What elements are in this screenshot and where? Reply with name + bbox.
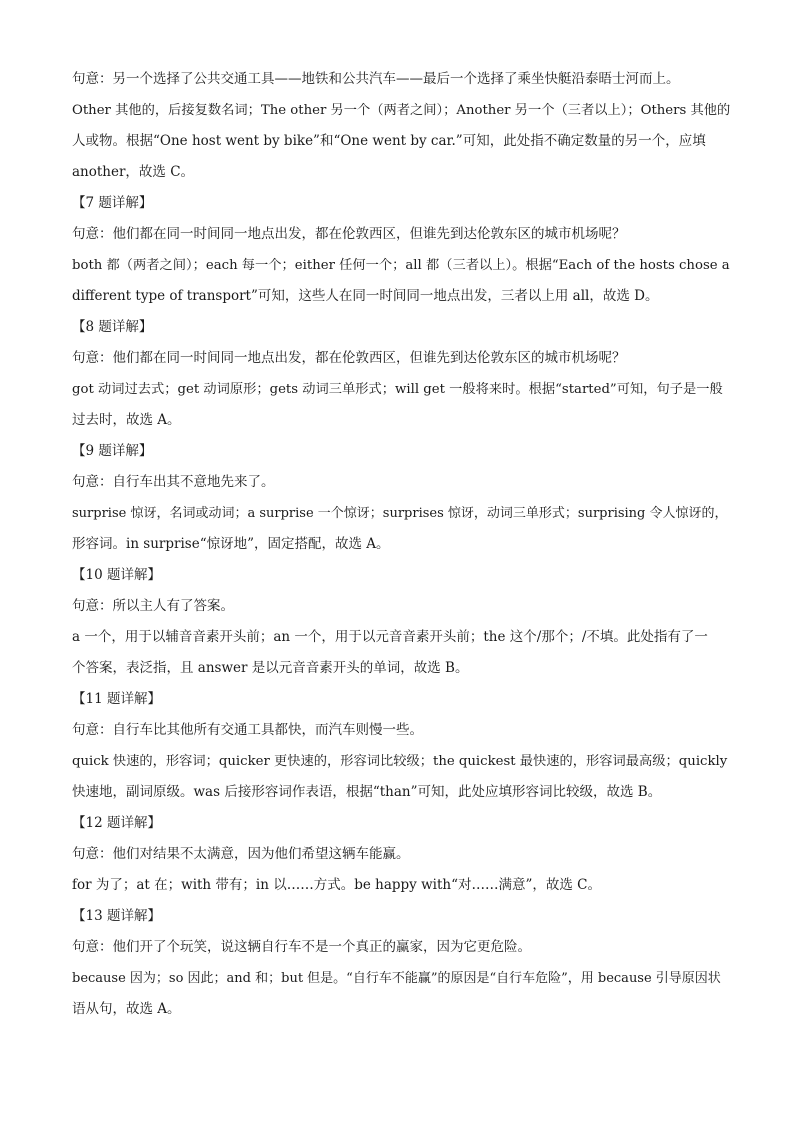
explanation-line: different type of transport”可知，这些人在同一时间同一地点出发，三者以上用 all，故选 D。 <box>72 288 659 304</box>
explanation-line: 语从句，故选 A。 <box>72 1001 181 1017</box>
document-body <box>72 64 732 1025</box>
sentence-meaning: 句意：所以主人有了答案。 <box>72 598 234 614</box>
section-heading: 【11 题详解】 <box>72 691 161 707</box>
explanation-line: 过去时，故选 A。 <box>72 412 181 428</box>
sentence-meaning: 句意：自行车出其不意地先来了。 <box>72 474 275 490</box>
explanation-line: for 为了；at 在；with 带有；in 以……方式。be happy with“对……满意”，故选 C。 <box>72 877 602 893</box>
explanation-line: 个答案，表泛指，且 answer 是以元音音素开头的单词，故选 B。 <box>72 660 469 676</box>
explanation-line: both 都（两者之间）；each 每一个；either 任何一个；all 都（三者以上）。根据“Each of the hosts chose a <box>72 258 730 273</box>
sentence-meaning: 句意：他们都在同一时间同一地点出发，都在伦敦西区，但谁先到达伦敦东区的城市机场呢？ <box>72 350 626 366</box>
section-heading: 【7 题详解】 <box>72 195 153 211</box>
sentence-meaning: 句意：自行车比其他所有交通工具都快，而汽车则慢一些。 <box>72 722 423 738</box>
section-heading: 【10 题详解】 <box>72 567 161 583</box>
explanation-line: 人或物。根据“One host went by bike”和“One went by car.”可知，此处指不确定数量的另一个，应填 <box>72 133 706 149</box>
sentence-meaning: 句意：另一个选择了公共交通工具——地铁和公共汽车——最后一个选择了乘坐快艇沿泰晤士河而上。 <box>72 71 680 87</box>
answer-section <box>72 808 732 901</box>
sentence-meaning: 句意：他们开了个玩笑，说这辆自行车不是一个真正的赢家，因为它更危险。 <box>72 939 531 955</box>
explanation-line: 形容词。in surprise“惊讶地”，固定搭配，故选 A。 <box>72 536 390 552</box>
answer-section <box>72 188 732 312</box>
answer-section <box>72 64 732 188</box>
section-heading: 【12 题详解】 <box>72 815 161 831</box>
answer-section <box>72 312 732 436</box>
answer-section <box>72 436 732 560</box>
answer-section <box>72 684 732 808</box>
section-heading: 【13 题详解】 <box>72 908 161 924</box>
explanation-line: a 一个，用于以辅音音素开头前；an 一个，用于以元音音素开头前；the 这个/那个；/不填。此处指有了一 <box>72 629 708 645</box>
explanation-line: Other 其他的，后接复数名词；The other 另一个（两者之间）；Another 另一个（三者以上）；Others 其他的 <box>72 103 731 118</box>
answer-section <box>72 901 732 1025</box>
sentence-meaning: 句意：他们对结果不太满意，因为他们希望这辆车能赢。 <box>72 846 410 862</box>
explanation-line: surprise 惊讶，名词或动词；a surprise 一个惊讶；surprises 惊讶，动词三单形式；surprising 令人惊讶的， <box>72 506 728 521</box>
answer-section <box>72 560 732 684</box>
section-heading: 【8 题详解】 <box>72 319 153 335</box>
sentence-meaning: 句意：他们都在同一时间同一地点出发，都在伦敦西区，但谁先到达伦敦东区的城市机场呢？ <box>72 226 626 242</box>
section-heading: 【9 题详解】 <box>72 443 153 459</box>
explanation-line: got 动词过去式；get 动词原形；gets 动词三单形式；will get 一般将来时。根据“started”可知，句子是一般 <box>72 382 723 397</box>
explanation-line: another，故选 C。 <box>72 164 195 180</box>
explanation-line: quick 快速的，形容词；quicker 更快速的，形容词比较级；the quickest 最快速的，形容词最高级；quickly <box>72 754 728 769</box>
explanation-line: 快速地，副词原级。was 后接形容词作表语，根据“than”可知，此处应填形容词比较级，故选 B。 <box>72 784 662 800</box>
explanation-line: because 因为；so 因此；and 和；but 但是。“自行车不能赢”的原因是“自行车危险”，用 because 引导原因状 <box>72 971 721 986</box>
